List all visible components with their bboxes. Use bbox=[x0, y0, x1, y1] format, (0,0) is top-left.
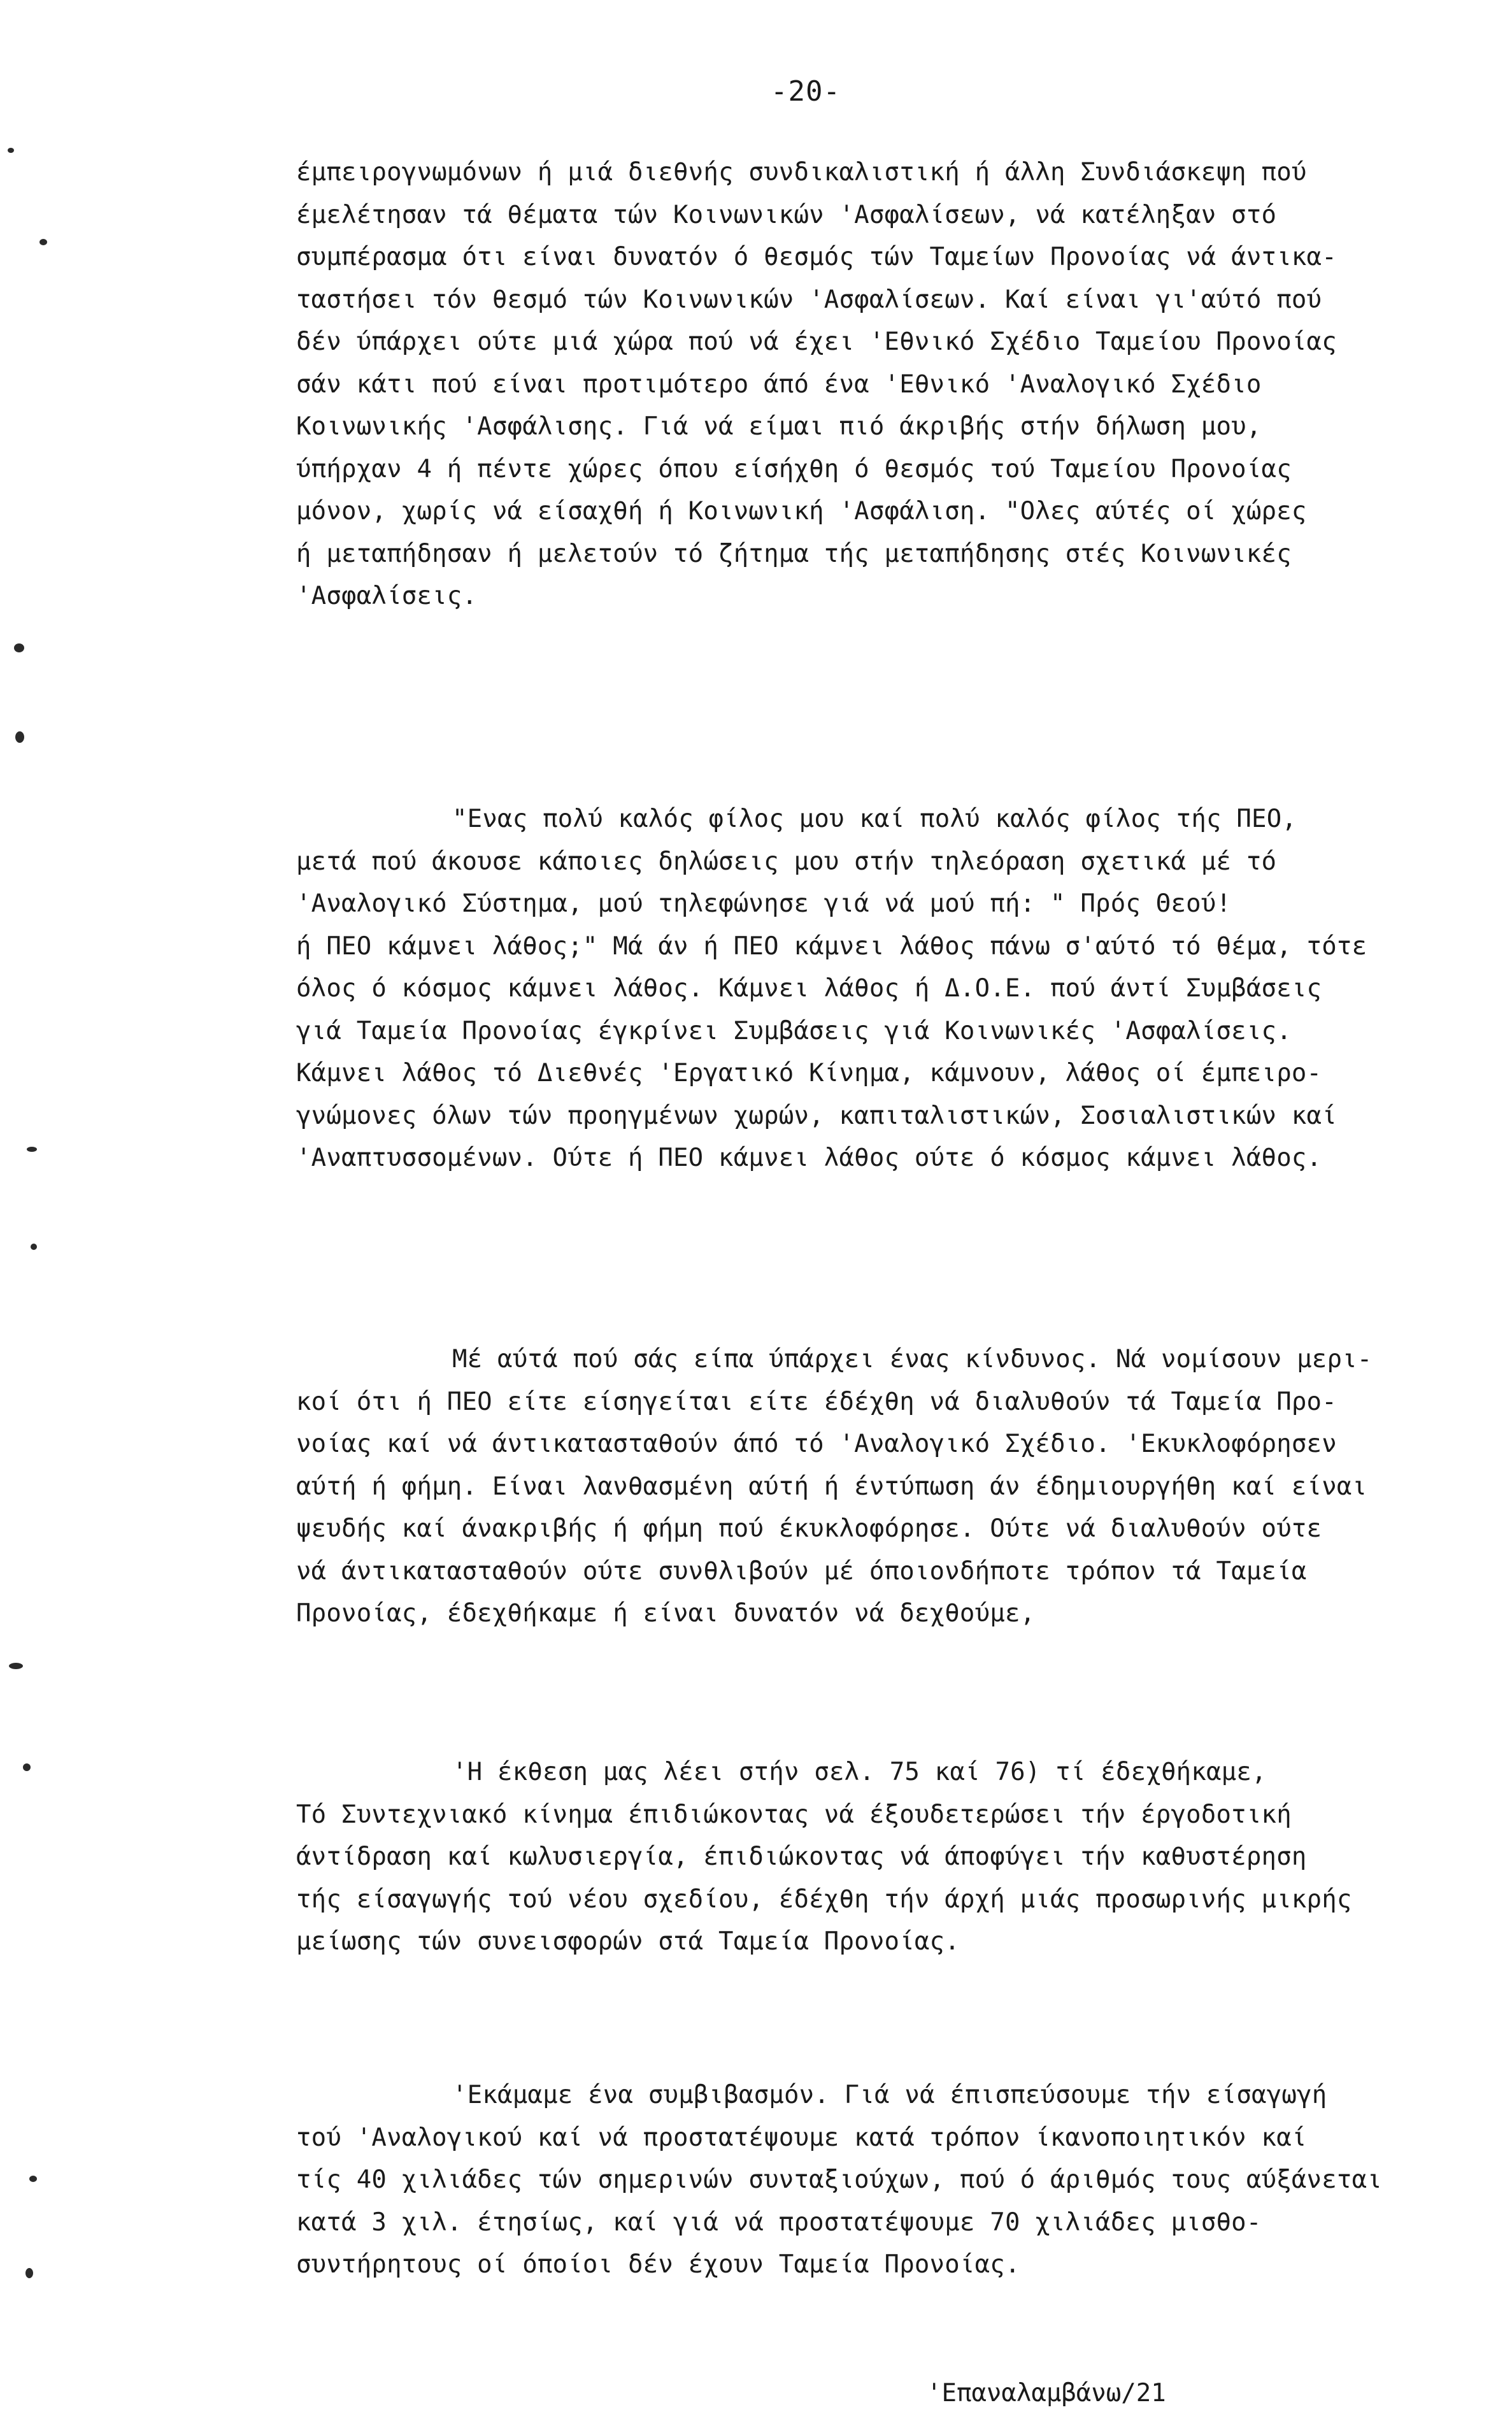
text-line: Κάμνει λάθος τό Διεθνές 'Εργατικό Κίνημα, κάμνουν, λάθος οί έμπειρο- bbox=[296, 1059, 1322, 1087]
text-line: μόνον, χωρίς νά είσαχθή ή Κοινωνική 'Ασφάλιση. "Ολες αύτές οί χώρες bbox=[296, 497, 1307, 526]
page-number: -20- bbox=[771, 75, 841, 108]
text-line: νοίας καί νά άντικατασταθούν άπό τό 'Αναλογικό Σχέδιο. 'Εκυκλοφόρησεν bbox=[296, 1430, 1337, 1458]
text-line: άντίδραση καί κωλυσιεργία, έπιδιώκοντας νά άποφύγει τήν καθυστέρηση bbox=[296, 1842, 1307, 1871]
text-line: δέν ύπάρχει ούτε μιά χώρα πού νά έχει 'Εθνικό Σχέδιο Ταμείου Προνοίας bbox=[296, 327, 1337, 356]
text-line: τίς 40 χιλιάδες τών σημερινών συνταξιούχων, πού ό άριθμός τους αύξάνεται bbox=[296, 2165, 1382, 2194]
text-line: 'Αναλογικό Σύστημα, μού τηλεφώνησε γιά νά μού πή: " Πρός Θεού! bbox=[296, 889, 1232, 918]
text-line: κοί ότι ή ΠΕΟ είτε είσηγείται είτε έδέχθη νά διαλυθούν τά Ταμεία Προ- bbox=[296, 1387, 1337, 1416]
text-line: έμελέτησαν τά θέματα τών Κοινωνικών 'Ασφαλίσεων, νά κατέληξαν στό bbox=[296, 200, 1277, 229]
text-line: όλος ό κόσμος κάμνει λάθος. Κάμνει λάθος ή Δ.Ο.Ε. πού άντί Συμβάσεις bbox=[296, 974, 1322, 1003]
paragraph-2 bbox=[296, 798, 1443, 1180]
scan-speck bbox=[9, 1663, 23, 1669]
text-line: σάν κάτι πού είναι προτιμότερο άπό ένα 'Εθνικό 'Αναλογικό Σχέδιο bbox=[296, 370, 1262, 399]
paragraph-4 bbox=[296, 1751, 1443, 1963]
scan-speck bbox=[14, 643, 24, 652]
text-line: 'Ασφαλίσεις. bbox=[296, 582, 478, 610]
text-line: ταστήσει τόν θεσμό τών Κοινωνικών 'Ασφαλίσεων. Καί είναι γι'αύτό πού bbox=[296, 285, 1322, 314]
scan-speck bbox=[23, 1763, 31, 1771]
text-line: συμπέρασμα ότι είναι δυνατόν ό θεσμός τών Ταμείων Προνοίας νά άντικα- bbox=[296, 243, 1337, 271]
continuation-note: 'Επαναλαμβάνω/21 bbox=[927, 2379, 1166, 2408]
text-line: Τό Συντεχνιακό κίνημα έπιδιώκοντας νά έξουδετερώσει τήν έργοδοτική bbox=[296, 1800, 1292, 1829]
text-line: Κοινωνικής 'Ασφάλισης. Γιά νά είμαι πιό άκριβής στήν δήλωση μου, bbox=[296, 412, 1262, 441]
scan-speck bbox=[31, 1244, 37, 1250]
scan-speck bbox=[25, 2268, 33, 2278]
paragraph-3 bbox=[296, 1339, 1443, 1635]
text-line: 'Εκάμαμε ένα συμβιβασμόν. Γιά νά έπισπεύσουμε τήν είσαγωγή bbox=[452, 2081, 1327, 2109]
paragraph-5 bbox=[296, 2074, 1443, 2286]
text-line: κατά 3 χιλ. έτησίως, καί γιά νά προστατέψουμε 70 χιλιάδες μισθο- bbox=[296, 2207, 1262, 2237]
text-line: ή ΠΕΟ κάμνει λάθος;" Μά άν ή ΠΕΟ κάμνει λάθος πάνω σ'αύτό τό θέμα, τότε bbox=[296, 931, 1367, 961]
text-line: συντήρητους οί όποίοι δέν έχουν Ταμεία Προνοίας. bbox=[296, 2250, 1020, 2279]
text-line: "Ενας πολύ καλός φίλος μου καί πολύ καλός φίλος τής ΠΕΟ, bbox=[452, 805, 1297, 833]
text-line: 'Αναπτυσσομένων. Ούτε ή ΠΕΟ κάμνει λάθος ούτε ό κόσμος κάμνει λάθος. bbox=[296, 1144, 1322, 1172]
text-line: ψευδής καί άνακριβής ή φήμη πού έκυκλοφόρησε. Ούτε νά διαλυθούν ούτε bbox=[296, 1514, 1322, 1543]
scan-speck bbox=[8, 148, 14, 153]
text-line: νά άντικατασταθούν ούτε συνθλιβούν μέ όποιονδήποτε τρόπον τά Ταμεία bbox=[296, 1556, 1307, 1586]
text-line: μετά πού άκουσε κάποιες δηλώσεις μου στήν τηλεόραση σχετικά μέ τό bbox=[296, 847, 1277, 876]
text-line: αύτή ή φήμη. Είναι λανθασμένη αύτή ή έντύπωση άν έδημιουργήθη καί είναι bbox=[296, 1472, 1367, 1501]
scan-speck bbox=[15, 731, 24, 743]
text-line: τού 'Αναλογικού καί νά προστατέψουμε κατά τρόπον ίκανοποιητικόν καί bbox=[296, 2123, 1307, 2152]
scan-speck bbox=[27, 1147, 37, 1152]
text-line: γιά Ταμεία Προνοίας έγκρίνει Συμβάσεις γιά Κοινωνικές 'Ασφαλίσεις. bbox=[296, 1016, 1292, 1045]
text-line: Προνοίας, έδεχθήκαμε ή είναι δυνατόν νά δεχθούμε, bbox=[296, 1599, 1036, 1628]
text-line: ύπήρχαν 4 ή πέντε χώρες όπου είσήχθη ό θεσμός τού Ταμείου Προνοίας bbox=[296, 454, 1292, 484]
scan-speck bbox=[39, 239, 47, 245]
text-line: μείωσης τών συνεισφορών στά Ταμεία Προνοίας. bbox=[296, 1927, 960, 1956]
text-line: Μέ αύτά πού σάς είπα ύπάρχει ένας κίνδυνος. Νά νομίσουν μερι- bbox=[452, 1345, 1373, 1374]
text-line: 'Η έκθεση μας λέει στήν σελ. 75 καί 76) τί έδεχθήκαμε, bbox=[452, 1758, 1267, 1786]
paragraph-1 bbox=[296, 152, 1443, 618]
text-line: γνώμονες όλων τών προηγμένων χωρών, καπιταλιστικών, Σοσιαλιστικών καί bbox=[296, 1101, 1337, 1130]
text-line: τής είσαγωγής τού νέου σχεδίου, έδέχθη τήν άρχή μιάς προσωρινής μικρής bbox=[296, 1884, 1352, 1914]
text-line: ή μεταπήδησαν ή μελετούν τό ζήτημα τής μεταπήδησης στές Κοινωνικές bbox=[296, 539, 1292, 568]
text-line: έμπειρογνωμόνων ή μιά διεθνής συνδικαλιστική ή άλλη Συνδιάσκεψη πού bbox=[296, 158, 1307, 187]
scan-speck bbox=[29, 2176, 37, 2182]
